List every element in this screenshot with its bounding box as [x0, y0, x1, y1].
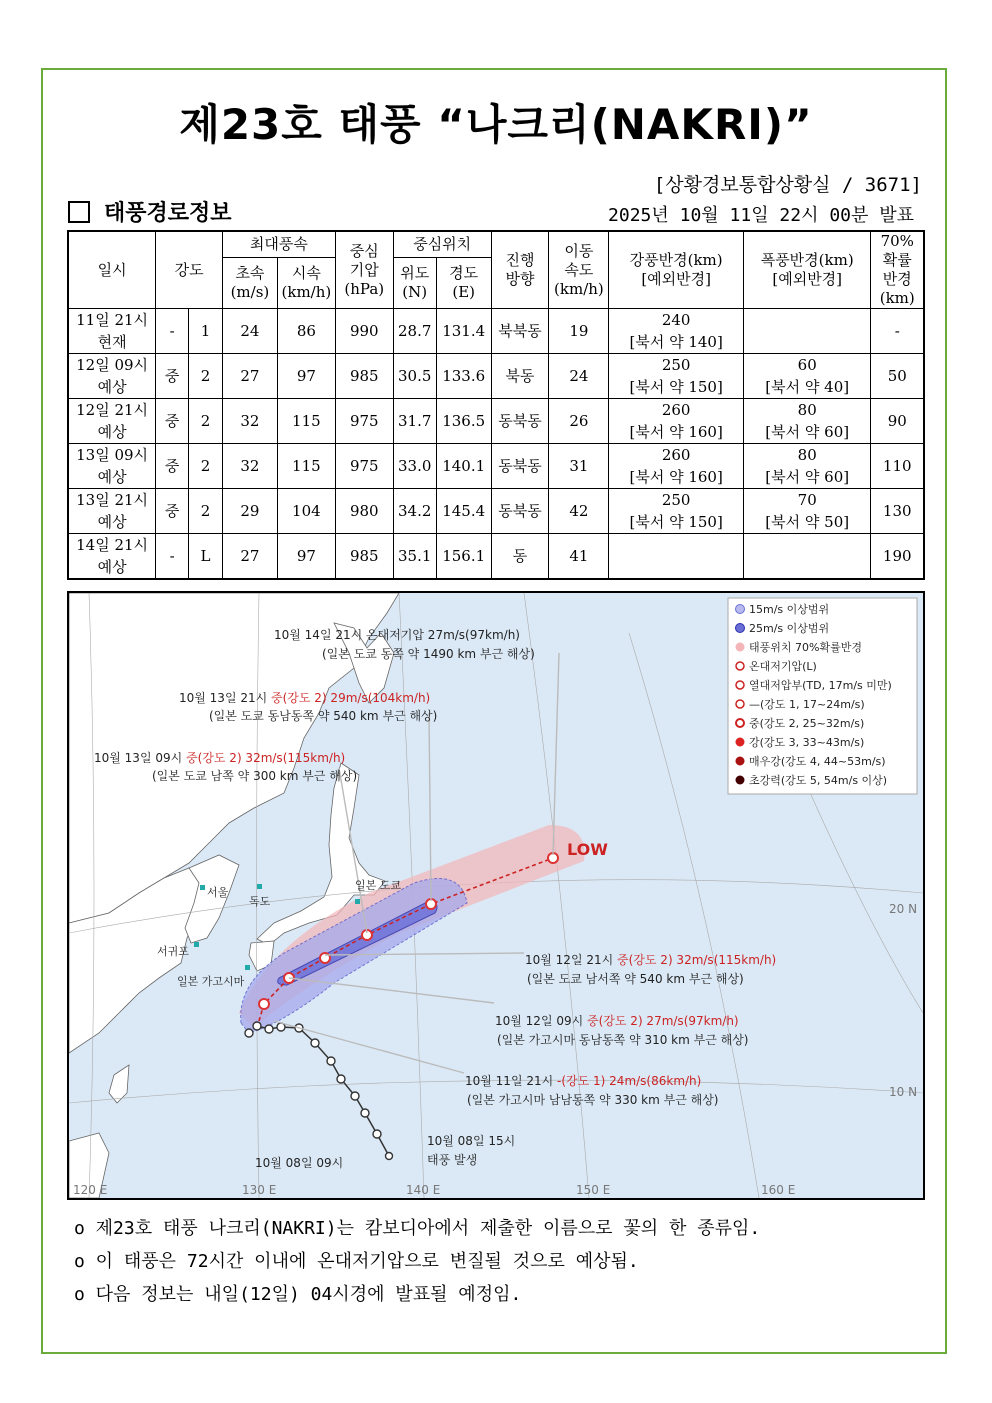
low-label: LOW: [567, 840, 608, 859]
note-item: o 이 태풍은 72시간 이내에 온대저기압으로 변질될 것으로 예상됨.: [74, 1251, 639, 1272]
cell-gale: 260 [북서 약 160]: [609, 444, 744, 489]
cell-gale: [609, 534, 744, 580]
cell-prob: 90: [871, 399, 924, 444]
cell-pressure: 990: [335, 309, 393, 354]
cell-direction: 동북동: [491, 444, 549, 489]
legend-cat5-icon: [736, 776, 745, 785]
lon-label-150e: 150 E: [576, 1183, 611, 1197]
cell-lat: 30.5: [393, 354, 436, 399]
cell-pressure: 985: [335, 354, 393, 399]
cell-wind-ms: 29: [222, 489, 277, 534]
cell-storm: 80 [북서 약 60]: [743, 444, 871, 489]
place-kagoshima: 일본 가고시마: [177, 975, 245, 988]
table-row: [68, 399, 924, 444]
land: [69, 593, 402, 1198]
cell-category: 중: [156, 399, 189, 444]
place-tokyo: 일본 도쿄: [355, 879, 402, 892]
legend-item-low: 온대저기압(L): [749, 660, 817, 673]
lon-label-120e: 120 E: [73, 1183, 108, 1197]
cell-direction: 동북동: [491, 399, 549, 444]
legend-item-cat4: 매우강(강도 4, 44~53m/s): [749, 755, 886, 768]
legend-item-cat5: 초강력(강도 5, 54m/s 이상): [749, 774, 888, 787]
lat-label-20n: 20 N: [889, 902, 918, 916]
legend-25ms-icon: [736, 624, 745, 633]
cell-lon: 140.1: [436, 444, 491, 489]
legend-item-25ms: 25m/s 이상범위: [749, 622, 830, 635]
cell-category: 중: [156, 489, 189, 534]
cell-category: 중: [156, 444, 189, 489]
th-wind-kmh: 시속 (km/h): [277, 258, 335, 309]
place-seoul: 서울: [207, 886, 229, 899]
callout-11-21-b: (일본 가고시마 남남동쪽 약 330 km 부근 해상): [467, 1093, 719, 1107]
th-speed: 이동 속도 (km/h): [549, 231, 609, 309]
callout-13-21-b: (일본 도쿄 동남동쪽 약 540 km 부근 해상): [209, 709, 438, 723]
cell-direction: 북동: [491, 354, 549, 399]
past-positions: [245, 1022, 393, 1160]
cell-prob: 50: [871, 354, 924, 399]
cell-prob: 130: [871, 489, 924, 534]
past-track: [257, 1026, 389, 1156]
cell-wind-ms: 27: [222, 534, 277, 580]
cell-level: L: [189, 534, 223, 580]
cell-level: 2: [189, 354, 223, 399]
legend-item-cat1: —(강도 1, 17~24m/s): [749, 698, 865, 711]
cell-direction: 북북동: [491, 309, 549, 354]
cell-pressure: 980: [335, 489, 393, 534]
cell-speed: 41: [549, 534, 609, 580]
track-map: [67, 591, 925, 1200]
table-row: [68, 489, 924, 534]
cell-wind-ms: 24: [222, 309, 277, 354]
cell-direction: 동: [491, 534, 549, 580]
section-heading: [68, 196, 232, 227]
cell-wind-ms: 32: [222, 399, 277, 444]
cell-lon: 145.4: [436, 489, 491, 534]
cell-category: 중: [156, 354, 189, 399]
legend-item-td: 열대저압부(TD, 17m/s 미만): [749, 679, 892, 692]
lon-label-140e: 140 E: [406, 1183, 441, 1197]
th-prob-radius: 70% 확률 반경 (km): [871, 231, 924, 309]
lon-label-130e: 130 E: [242, 1183, 277, 1197]
lon-label-160e: 160 E: [761, 1183, 796, 1197]
cell-storm: 60 [북서 약 40]: [743, 354, 871, 399]
cell-lon: 136.5: [436, 399, 491, 444]
cell-pressure: 985: [335, 534, 393, 580]
cell-speed: 26: [549, 399, 609, 444]
cell-storm: [743, 534, 871, 580]
th-intensity: 강도: [156, 231, 223, 309]
callout-14-21-a: 10월 14일 21시 온대저기압 27m/s(97km/h): [274, 628, 520, 642]
cell-speed: 24: [549, 354, 609, 399]
cell-lon: 131.4: [436, 309, 491, 354]
callout-12-09-b: (일본 가고시마 동남동쪽 약 310 km 부근 해상): [497, 1033, 749, 1047]
cell-direction: 동북동: [491, 489, 549, 534]
callout-13-09: 10월 13일 09시 중(강도 2) 32m/s(115km/h): [94, 751, 346, 765]
callout-08-09: 10월 08일 09시: [255, 1156, 344, 1170]
seogwipo-marker: [194, 942, 199, 947]
legend-cat4-icon: [736, 757, 745, 766]
lat-label-10n: 10 N: [889, 1085, 918, 1099]
th-datetime: 일시: [68, 231, 156, 309]
callout-11-21: 10월 11일 21시 -(강도 1) 24m/s(86km/h): [465, 1074, 702, 1088]
cell-wind-ms: 27: [222, 354, 277, 399]
cell-lat: 33.0: [393, 444, 436, 489]
note-item: o 제23호 태풍 나크리(NAKRI)는 캄보디아에서 제출한 이름으로 꽃의 한 종류임.: [74, 1218, 761, 1239]
legend-low-icon: [736, 662, 744, 670]
cell-prob: 190: [871, 534, 924, 580]
cell-datetime: 12일 21시 예상: [68, 399, 156, 444]
checkbox-icon: [68, 201, 90, 223]
cell-storm: 80 [북서 약 60]: [743, 399, 871, 444]
cell-gale: 250 [북서 약 150]: [609, 354, 744, 399]
table-row: [68, 444, 924, 489]
cell-wind-kmh: 115: [277, 399, 335, 444]
cell-datetime: 14일 21시 예상: [68, 534, 156, 580]
map-legend: [728, 598, 917, 794]
cell-pressure: 975: [335, 399, 393, 444]
cell-lon: 156.1: [436, 534, 491, 580]
legend-item-cat3: 강(강도 3, 33~43m/s): [749, 736, 865, 749]
callout-12-21-b: (일본 도쿄 남서쪽 약 540 km 부근 해상): [527, 972, 744, 986]
cell-prob: 110: [871, 444, 924, 489]
cell-gale: 260 [북서 약 160]: [609, 399, 744, 444]
cell-storm: [743, 309, 871, 354]
page-title: 제23호 태풍 “나크리(NAKRI)”: [179, 100, 813, 149]
legend-cat3-icon: [736, 738, 745, 747]
cell-wind-kmh: 86: [277, 309, 335, 354]
legend-15ms-icon: [736, 605, 745, 614]
cell-speed: 31: [549, 444, 609, 489]
cell-gale: 240 [북서 약 140]: [609, 309, 744, 354]
cell-category: -: [156, 534, 189, 580]
cell-storm: 70 [북서 약 50]: [743, 489, 871, 534]
cell-gale: 250 [북서 약 150]: [609, 489, 744, 534]
legend-cat2-icon: [736, 719, 744, 727]
th-lon: 경도 (E): [436, 258, 491, 309]
cell-datetime: 13일 21시 예상: [68, 489, 156, 534]
cell-level: 2: [189, 444, 223, 489]
callout-12-21: 10월 12일 21시 중(강도 2) 32m/s(115km/h): [525, 953, 777, 967]
cell-wind-kmh: 97: [277, 534, 335, 580]
cell-lat: 35.1: [393, 534, 436, 580]
map-svg: [69, 593, 923, 1198]
cell-level: 1: [189, 309, 223, 354]
section-title: 태풍경로정보: [104, 201, 232, 226]
cell-wind-kmh: 115: [277, 444, 335, 489]
legend-item-15ms: 15m/s 이상범위: [749, 603, 830, 616]
th-wind-ms: 초속 (m/s): [222, 258, 277, 309]
cell-lat: 28.7: [393, 309, 436, 354]
cell-wind-kmh: 104: [277, 489, 335, 534]
place-seogwipo: 서귀포: [157, 945, 189, 958]
th-direction: 진행 방향: [491, 231, 549, 309]
cell-level: 2: [189, 399, 223, 444]
legend-item-prob: 태풍위치 70%확률반경: [749, 641, 862, 654]
cell-datetime: 12일 09시 예상: [68, 354, 156, 399]
office-label: [상황경보통합상황실 / 3671]: [653, 174, 922, 196]
cell-category: -: [156, 309, 189, 354]
cell-lat: 31.7: [393, 399, 436, 444]
cell-lon: 133.6: [436, 354, 491, 399]
cell-pressure: 975: [335, 444, 393, 489]
th-lat: 위도 (N): [393, 258, 436, 309]
cell-speed: 42: [549, 489, 609, 534]
cell-wind-ms: 32: [222, 444, 277, 489]
cell-datetime: 13일 09시 예상: [68, 444, 156, 489]
callout-13-21: 10월 13일 21시 중(강도 2) 29m/s(104km/h): [179, 691, 431, 705]
cell-lat: 34.2: [393, 489, 436, 534]
legend-prob-icon: [736, 643, 745, 652]
track-table: [67, 230, 925, 580]
cell-level: 2: [189, 489, 223, 534]
note-item: o 다음 정보는 내일(12일) 04시경에 발표될 예정임.: [74, 1284, 522, 1305]
callout-14-21-b: (일본 도쿄 동쪽 약 1490 km 부근 해상): [322, 647, 535, 661]
callout-12-09: 10월 12일 09시 중(강도 2) 27m/s(97km/h): [495, 1014, 739, 1028]
place-dokdo: 독도: [249, 895, 271, 908]
seoul-marker: [200, 885, 205, 890]
callout-13-09-b: (일본 도쿄 남쪽 약 300 km 부근 해상): [152, 769, 358, 783]
th-max-wind: 최대풍속: [222, 231, 335, 258]
table-row: [68, 534, 924, 580]
kagoshima-marker: [245, 965, 250, 970]
legend-td-icon: [736, 681, 744, 689]
tokyo-marker: [355, 899, 360, 904]
callout-08-15-a: 10월 08일 15시: [427, 1134, 516, 1148]
issued-time: 2025년 10월 11일 22시 00분 발표: [608, 205, 914, 226]
th-gale-radius: 강풍반경(km) [예외반경]: [609, 231, 744, 309]
dokdo-marker: [257, 884, 262, 889]
th-storm-radius: 폭풍반경(km) [예외반경]: [743, 231, 871, 309]
notes: [74, 1212, 760, 1311]
th-center: 중심위치: [393, 231, 491, 258]
table-row: [68, 354, 924, 399]
cell-wind-kmh: 97: [277, 354, 335, 399]
cell-datetime: 11일 21시 현재: [68, 309, 156, 354]
table-row: [68, 309, 924, 354]
cell-prob: -: [871, 309, 924, 354]
cell-speed: 19: [549, 309, 609, 354]
legend-item-cat2: 중(강도 2, 25~32m/s): [749, 717, 865, 730]
callout-08-15-b: 태풍 발생: [427, 1153, 478, 1167]
th-pressure: 중심 기압 (hPa): [335, 231, 393, 309]
